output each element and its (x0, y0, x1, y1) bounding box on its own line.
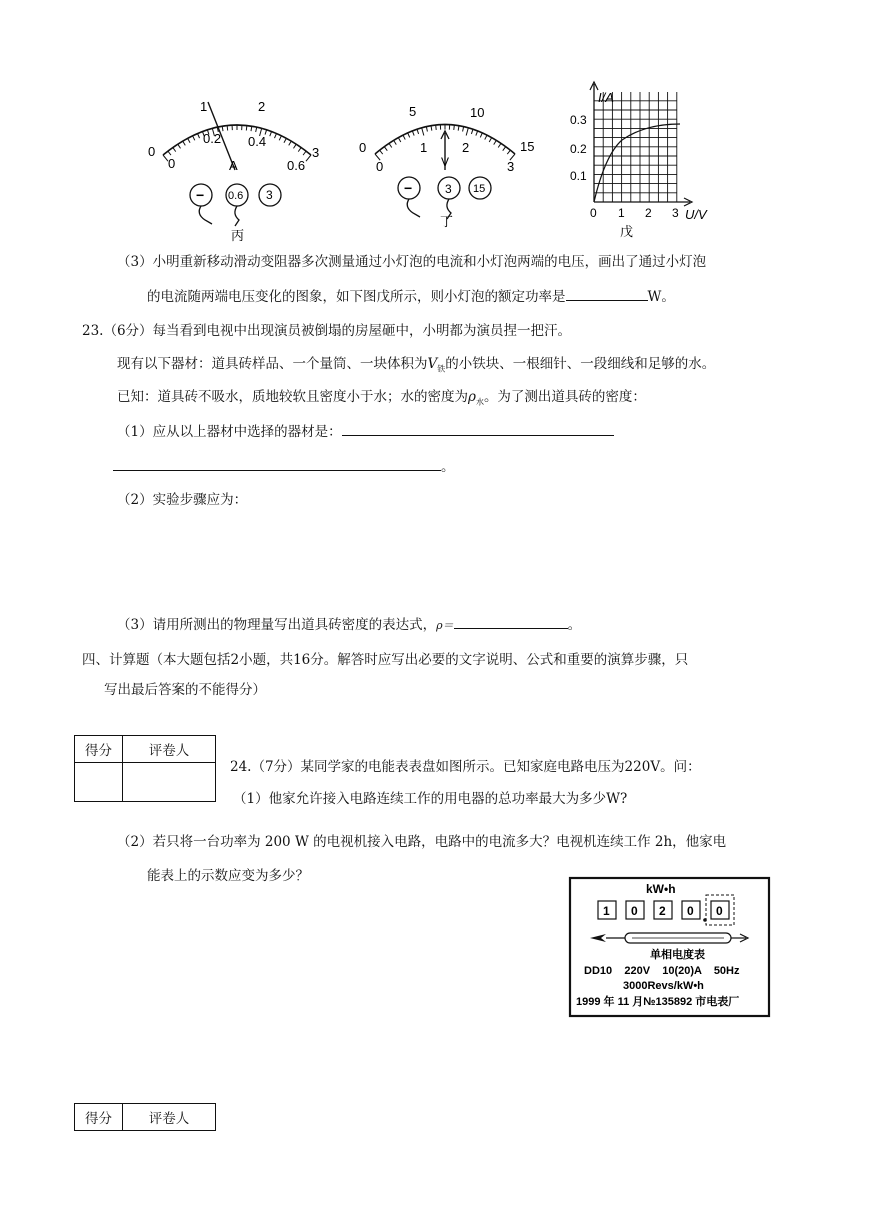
scale-tick (168, 151, 171, 155)
scale-tick (380, 150, 383, 154)
meter-digit: 0 (716, 904, 723, 918)
voltmeter-top-15: 15 (520, 139, 535, 154)
density-expression-blank[interactable] (454, 628, 568, 629)
scale-tick (256, 127, 257, 132)
scale-tick (480, 133, 482, 138)
ammeter-bottom-0: 0 (168, 156, 176, 171)
ammeter-bottom-04: 0.4 (248, 134, 267, 149)
meter-name: 单相电度表 (650, 949, 705, 961)
scale-tick (306, 155, 311, 161)
scale-tick (293, 144, 296, 148)
scale-tick (403, 135, 405, 139)
ammeter-caption: 丙 (231, 228, 245, 243)
svg-text:3: 3 (445, 182, 452, 196)
scale-tick (398, 138, 400, 142)
scale-tick (183, 141, 186, 145)
q23-2: （2）实验步骤应为： (117, 492, 248, 508)
q23-header: 23.（6分）每当看到电视中出现演员被倒塌的房屋砸中，小明都为演员捏一把汗。 (82, 323, 572, 339)
meter-spec: DD10 220V 10(20)A 50Hz (584, 965, 740, 977)
ammeter-bottom-02: 0.2 (203, 131, 222, 146)
ammeter-unit: A (229, 158, 238, 173)
ammeter-top-1: 1 (200, 99, 208, 114)
graph-caption: 戊 (620, 224, 634, 239)
ammeter-top-2: 2 (258, 99, 266, 114)
scale-tick (227, 126, 228, 131)
scale-tick (436, 125, 437, 130)
scale-tick (494, 140, 497, 144)
voltmeter-figure (359, 104, 534, 229)
scale-tick (198, 134, 200, 139)
section4-line2: 写出最后答案的不能得分） (104, 682, 266, 698)
graph-xlabel: U/V (685, 207, 707, 222)
q24-1: （1）他家允许接入电路连续工作的用电器的总功率最大为多少W? (233, 791, 628, 807)
scale-tick (454, 125, 455, 130)
score-table-1 (74, 735, 216, 802)
graph-ytick-03: 0.3 (570, 113, 587, 127)
q24-2-line1: （2）若只将一台功率为 200 W 的电视机接入电路，电路中的电流多大？电视机连续工作 2h，他家电 (117, 834, 727, 850)
scale-tick (298, 148, 301, 152)
scale-tick (389, 143, 392, 147)
ammeter-figure (148, 99, 319, 243)
voltmeter-bottom-1: 1 (420, 140, 428, 155)
iv-graph (570, 82, 708, 239)
scale-tick (284, 138, 286, 142)
scale-tick (489, 138, 491, 142)
scale-tick (463, 127, 464, 132)
graph-ytick-02: 0.2 (570, 142, 587, 156)
scale-tick (246, 126, 247, 131)
scale-tick (431, 126, 432, 131)
scale-tick (507, 150, 510, 154)
voltmeter-caption: 丁 (440, 214, 454, 229)
scale-tick (503, 147, 506, 151)
section4-line1: 四、计算题（本大题包括2小题，共16分。解答时应写出必要的文字说明、公式和重要的演算步骤，只 (82, 652, 689, 668)
scale-tick (173, 148, 176, 152)
scale-tick (188, 138, 190, 142)
svg-text:0.6: 0.6 (228, 190, 244, 202)
graph-xtick-3: 3 (672, 206, 679, 220)
voltmeter-outer-left: 0 (359, 140, 367, 155)
voltmeter-bottom-0: 0 (376, 159, 384, 174)
scale-tick (476, 131, 478, 136)
scale-tick (422, 128, 424, 136)
svg-text:15: 15 (473, 183, 486, 195)
scale-tick (466, 128, 468, 136)
q23-materials-line: 现有以下器材：道具砖样品、一个量筒、一块体积为$V_铁$的小铁块、一根细针、一段细线和足够的水。 (117, 356, 716, 374)
q23-1: （1）应从以上器材中选择的器材是： (117, 420, 614, 440)
voltmeter-unit: V (441, 155, 450, 169)
meter-footer: 1999 年 11 月№135892 市电表厂 (576, 996, 740, 1008)
graph-xtick-2: 2 (645, 206, 652, 220)
q22-3-line2: 的电流随两端电压变化的图象，如下图戊所示，则小灯泡的额定功率是 W。 (147, 289, 675, 305)
scale-tick (279, 136, 281, 140)
scale-tick (193, 136, 195, 140)
q23-1-cont: 。 (113, 455, 455, 475)
grader-cell[interactable] (123, 763, 216, 802)
voltmeter-bottom-3: 3 (507, 159, 515, 174)
meter-unit: kW•h (646, 882, 676, 896)
graph-ylabel: I/A (598, 90, 614, 105)
q24-header: 24.（7分）某同学家的电能表表盘如图所示。已知家庭电路电压为220V。问： (230, 759, 701, 775)
scale-tick (289, 141, 292, 145)
svg-text:−: − (404, 180, 413, 196)
ammeter-outer-right: 3 (312, 145, 320, 160)
voltmeter-top-5: 5 (409, 104, 417, 119)
scale-tick (270, 132, 272, 137)
ammeter-bottom-06: 0.6 (287, 158, 306, 173)
materials-blank-2[interactable] (113, 470, 441, 471)
graph-xtick-1: 1 (618, 206, 625, 220)
meter-digit: 2 (659, 904, 666, 918)
meter-digit: 0 (631, 904, 638, 918)
scale-tick (426, 127, 427, 132)
scale-tick (303, 151, 306, 155)
score-table-2 (74, 1103, 216, 1131)
q22-3-line1: （3）小明重新移动滑动变阻器多次测量通过小灯泡的电流和小灯泡两端的电压，画出了通过小灯泡 (117, 254, 707, 270)
graph-ytick-01: 0.1 (570, 169, 587, 183)
graph-xtick-0: 0 (590, 206, 597, 220)
scale-tick (274, 134, 276, 139)
scale-tick (394, 140, 397, 144)
svg-text:3: 3 (266, 188, 273, 202)
q23-known-line: 已知：道具砖不吸水，质地较软且密度小于水；水的密度为$\rho_水$。为了测出道具砖的密度： (117, 389, 646, 407)
ammeter-outer-left: 0 (148, 144, 156, 159)
voltmeter-top-10: 10 (470, 105, 485, 120)
scale-tick (412, 131, 414, 136)
meter-digit: 0 (687, 904, 694, 918)
scale-tick (222, 126, 223, 131)
energy-meter (568, 876, 772, 1020)
meter-revs: 3000Revs/kW•h (623, 980, 704, 992)
materials-blank-1[interactable] (342, 435, 614, 436)
scale-tick (417, 129, 419, 134)
scale-tick (485, 135, 487, 139)
scale-tick (471, 129, 473, 134)
voltmeter-bottom-2: 2 (462, 140, 470, 155)
scale-tick (408, 133, 410, 138)
svg-text:−: − (196, 187, 205, 203)
scale-tick (384, 147, 387, 151)
iv-curve (594, 124, 680, 202)
score-label-2: 得分 (75, 1104, 123, 1131)
score-label: 得分 (75, 736, 123, 763)
rated-power-blank[interactable] (566, 300, 648, 301)
meter-digit: 1 (603, 904, 610, 918)
scale-tick (498, 143, 501, 147)
grader-label-2: 评卷人 (123, 1104, 216, 1131)
grader-label: 评卷人 (123, 736, 216, 763)
score-cell[interactable] (75, 763, 123, 802)
scale-tick (251, 126, 252, 131)
scale-tick (178, 144, 181, 148)
figure-row (0, 0, 869, 250)
q23-3: （3）请用所测出的物理量写出道具砖密度的表达式，ρ＝ 。 (117, 617, 582, 633)
scale-tick (458, 126, 459, 131)
q24-2-line2: 能表上的示数应变为多少？ (147, 868, 309, 884)
